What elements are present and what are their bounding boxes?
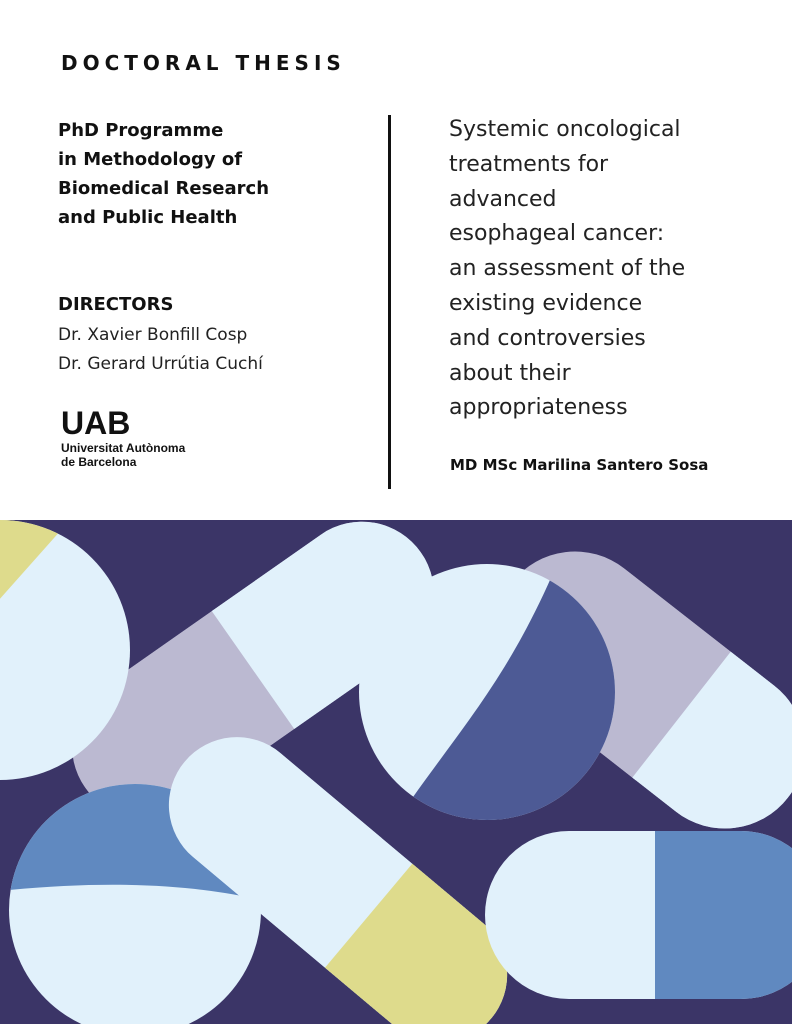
title-line: esophageal cancer: [449,221,665,247]
title-line: about their [449,360,571,386]
tablet-center [359,564,615,820]
title-line: and controversies [449,325,646,351]
title-line: appropriateness [449,395,628,421]
title-line: an assessment of the [449,256,686,282]
title-line: treatments for [449,151,609,177]
vertical-divider [388,115,391,489]
director-name: Dr. Gerard Urrútia Cuchí [58,354,263,374]
title-line: Systemic oncological [449,117,681,142]
programme-line: and Public Health [58,207,238,228]
programme-line: Biomedical Research [58,178,270,199]
uab-logo [61,405,185,469]
doctoral-thesis-heading: DOCTORAL THESIS [61,51,346,75]
title-line: existing evidence [449,290,643,316]
phd-programme [58,116,348,232]
author-name: MD MSc Marilina Santero Sosa [450,456,709,474]
capsule-bottom-right [485,831,792,999]
logo-line: de Barcelona [61,455,137,469]
logo-line: Universitat Autònoma [61,441,186,455]
logo-mark: UAB [61,405,131,441]
programme-line: PhD Programme [58,120,224,141]
directors-heading: DIRECTORS [58,294,174,315]
thesis-title [449,113,769,426]
title-line: advanced [449,186,557,212]
pills-illustration [0,520,792,1024]
programme-line: in Methodology of [58,149,243,170]
director-name: Dr. Xavier Bonfill Cosp [58,325,248,345]
